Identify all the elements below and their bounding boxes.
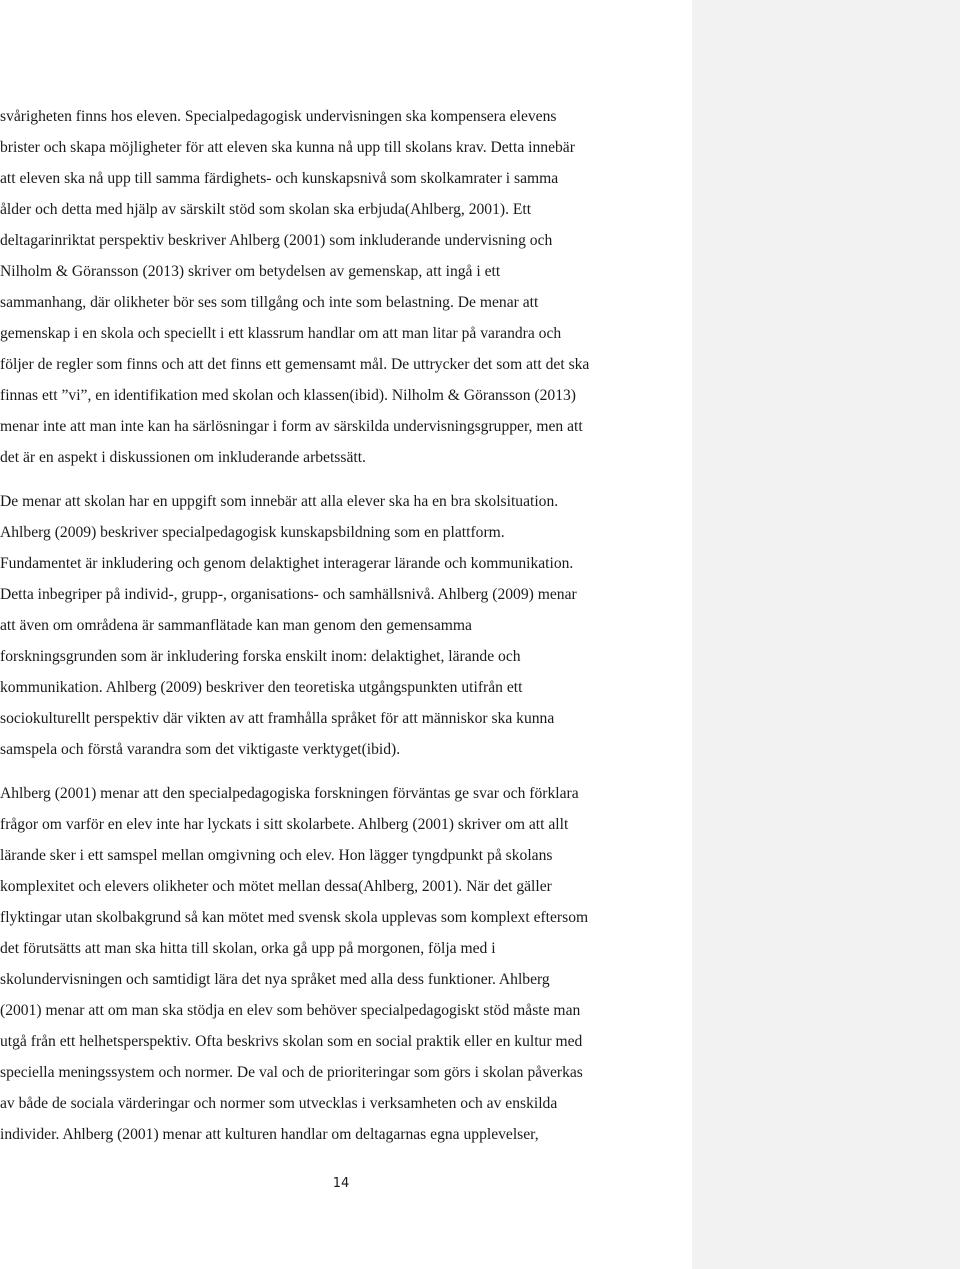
paragraph-1 <box>0 101 686 473</box>
text-line: följer de regler som finns och att det finns ett gemensamt mål. De uttrycker det som att det ska <box>0 356 590 373</box>
text-line: Ahlberg (2009) beskriver specialpedagogisk kunskapsbildning som en plattform. <box>0 524 505 541</box>
text-line: menar inte att man inte kan ha särlösningar i form av särskilda undervisningsgrupper, men att <box>0 418 583 435</box>
page-number: 14 <box>332 1176 350 1191</box>
text-line: Nilholm & Göransson (2013) skriver om betydelsen av gemenskap, att ingå i ett <box>0 263 501 280</box>
text-line: individer. Ahlberg (2001) menar att kulturen handlar om deltagarnas egna upplevelser, <box>0 1126 539 1143</box>
text-line: deltagarinriktat perspektiv beskriver Ahlberg (2001) som inkluderande undervisning och <box>0 232 553 249</box>
text-line: flyktingar utan skolbakgrund så kan mötet med svensk skola upplevas som komplext eftersom <box>0 909 589 926</box>
text-line: kommunikation. Ahlberg (2009) beskriver den teoretiska utgångspunkten utifrån ett <box>0 679 523 696</box>
paragraph-3 <box>0 778 686 1150</box>
text-line: svårigheten finns hos eleven. Specialpedagogisk undervisningen ska kompensera elevens <box>0 108 557 125</box>
text-line: komplexitet och elevers olikheter och mötet mellan dessa(Ahlberg, 2001). När det gäller <box>0 878 552 895</box>
text-line: sociokulturellt perspektiv där vikten av att framhålla språket för att människor ska kunna <box>0 710 555 727</box>
text-line: gemenskap i en skola och speciellt i ett klassrum handlar om att man litar på varandra och <box>0 325 562 342</box>
text-line: det förutsätts att man ska hitta till skolan, orka gå upp på morgonen, följa med i <box>0 940 496 957</box>
text-line: utgå från ett helhetsperspektiv. Ofta beskrivs skolan som en social praktik eller en kultur med <box>0 1033 583 1050</box>
paragraph-spacing <box>0 765 686 778</box>
text-line: speciella meningssystem och normer. De val och de prioriteringar som görs i skolan påverkas <box>0 1064 583 1081</box>
text-line: brister och skapa möjligheter för att eleven ska kunna nå upp till skolans krav. Detta innebär <box>0 139 575 156</box>
text-line: frågor om varför en elev inte har lyckats i sitt skolarbete. Ahlberg (2001) skriver om att allt <box>0 816 569 833</box>
paragraph-spacing <box>0 473 686 486</box>
comment-margin-pane <box>692 0 960 1269</box>
body-text <box>0 101 686 1150</box>
text-line: att eleven ska nå upp till samma färdighets- och kunskapsnivå som skolkamrater i samma <box>0 170 559 187</box>
text-line: skolundervisningen och samtidigt lära det nya språket med alla dess funktioner. Ahlberg <box>0 971 550 988</box>
text-line: samspela och förstå varandra som det viktigaste verktyget(ibid). <box>0 741 401 758</box>
text-line: av både de sociala värderingar och normer som utvecklas i verksamheten och av enskilda <box>0 1095 558 1112</box>
text-line: Fundamentet är inkludering och genom delaktighet interagerar lärande och kommunikation. <box>0 555 574 572</box>
text-line: (2001) menar att om man ska stödja en elev som behöver specialpedagogiskt stöd måste man <box>0 1002 581 1019</box>
text-line: det är en aspekt i diskussionen om inkluderande arbetssätt. <box>0 449 366 466</box>
text-line: finnas ett ”vi”, en identifikation med skolan och klassen(ibid). Nilholm & Göransson (2013) <box>0 387 576 404</box>
text-line: att även om områdena är sammanflätade kan man genom den gemensamma <box>0 617 472 634</box>
text-line: Ahlberg (2001) menar att den specialpedagogiska forskningen förväntas ge svar och förklara <box>0 785 579 802</box>
text-line: lärande sker i ett samspel mellan omgivning och elev. Hon lägger tyngdpunkt på skolans <box>0 847 553 864</box>
text-line: forskningsgrunden som är inkludering forska enskilt inom: delaktighet, lärande och <box>0 648 521 665</box>
paragraph-2 <box>0 486 686 765</box>
text-line: De menar att skolan har en uppgift som innebär att alla elever ska ha en bra skolsituation. <box>0 493 559 510</box>
text-line: sammanhang, där olikheter bör ses som tillgång och inte som belastning. De menar att <box>0 294 539 311</box>
text-line: ålder och detta med hjälp av särskilt stöd som skolan ska erbjuda(Ahlberg, 2001). Ett <box>0 201 532 218</box>
text-line: Detta inbegriper på individ-, grupp-, organisations- och samhällsnivå. Ahlberg (2009) menar <box>0 586 577 603</box>
